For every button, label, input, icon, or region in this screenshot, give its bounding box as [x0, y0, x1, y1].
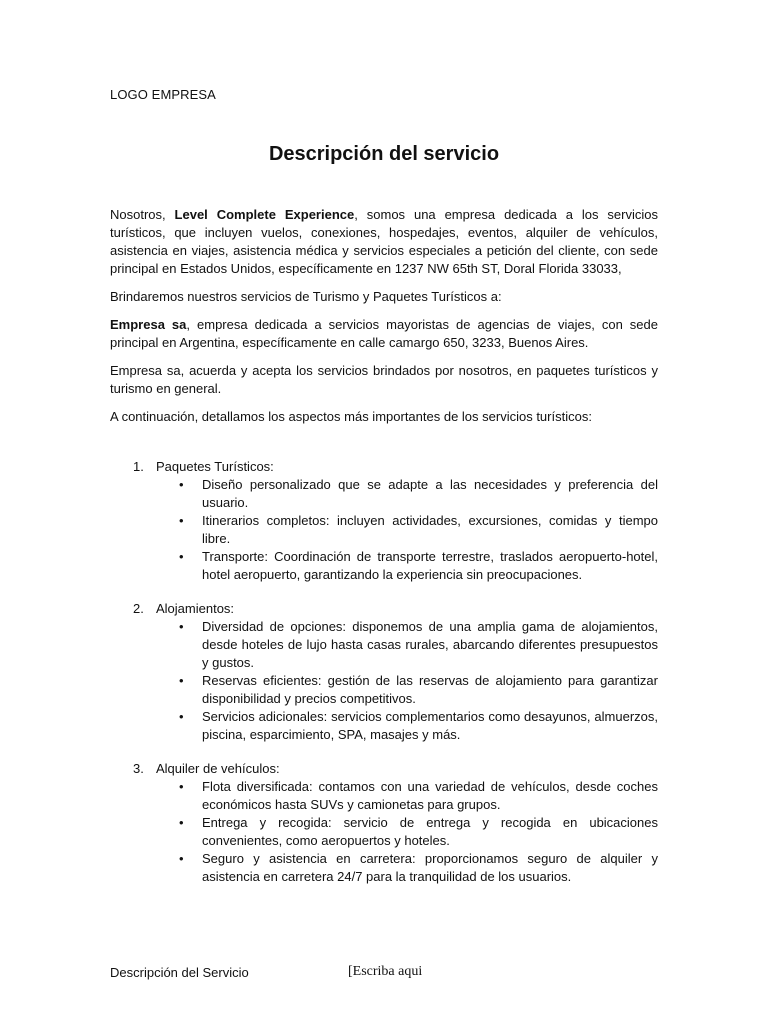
company-name: Level Complete Experience	[174, 207, 355, 222]
bullet-list	[110, 618, 658, 744]
section-alojamientos	[110, 600, 658, 744]
list-item	[110, 512, 658, 548]
list-item-text: Servicios adicionales: servicios complementarios como desayunos, almuerzos, piscina, esparcimiento, SPA, masajes y más.	[202, 709, 658, 742]
list-item	[110, 618, 658, 672]
intro-section	[110, 206, 658, 436]
list-item-text: Seguro y asistencia en carretera: proporcionamos seguro de alquiler y asistencia en carretera 24/7 para la tranquilidad de los usuarios.	[202, 851, 658, 884]
section-title: Alquiler de vehículos:	[156, 761, 280, 776]
services-list	[110, 458, 658, 902]
footer-document-title: Descripción del Servicio	[110, 965, 249, 980]
agreement-paragraph: Empresa sa, acuerda y acepta los servicios brindados por nosotros, en paquetes turísticos y turismo en general.	[110, 363, 658, 396]
list-item	[110, 476, 658, 512]
list-item-text: Transporte: Coordinación de transporte terrestre, traslados aeropuerto-hotel, hotel aeropuerto, garantizando la experiencia sin preocupaciones.	[202, 549, 658, 582]
bullet-icon: •	[179, 851, 184, 866]
section-title: Paquetes Turísticos:	[156, 459, 274, 474]
intro-prefix: Nosotros,	[110, 207, 175, 222]
list-item	[110, 850, 658, 886]
section-title: Alojamientos:	[156, 601, 235, 616]
section-number: 3.	[133, 761, 144, 776]
bullet-icon: •	[179, 779, 184, 794]
bullet-icon: •	[179, 513, 184, 528]
intro-text: , somos una empresa dedicada a los servicios turísticos, que incluyen vuelos, conexiones, hospedajes, eventos, alquiler de vehículos, asistencia en viajes, asistencia médica y servicios especiales a petición del cliente, con sede principal en Estados Unidos, específicamente en 1237 NW 65th ST, Doral Florida 33033,	[110, 207, 658, 276]
footer-placeholder-field[interactable]: [Escriba aqui	[348, 964, 423, 979]
client-name: Empresa sa	[110, 317, 187, 332]
bullet-list	[110, 476, 658, 584]
section-paquetes	[110, 458, 658, 584]
list-item	[110, 814, 658, 850]
section-heading	[110, 760, 658, 778]
page-title: Descripción del servicio	[268, 143, 500, 165]
bullet-icon: •	[179, 815, 184, 830]
list-item-text: Flota diversificada: contamos con una variedad de vehículos, desde coches económicos hasta SUVs y camionetas para grupos.	[202, 779, 658, 812]
intro-paragraph	[110, 206, 658, 278]
list-item-text: Entrega y recogida: servicio de entrega y recogida en ubicaciones convenientes, como aeropuertos y hoteles.	[202, 815, 658, 848]
section-number: 1.	[133, 459, 144, 474]
section-heading	[110, 600, 658, 618]
bullet-icon: •	[179, 709, 184, 724]
list-item	[110, 672, 658, 708]
section-alquiler	[110, 760, 658, 886]
bullet-icon: •	[179, 549, 184, 564]
section-heading	[110, 458, 658, 476]
bullet-icon: •	[179, 673, 184, 688]
bullet-icon: •	[179, 619, 184, 634]
client-text: , empresa dedicada a servicios mayoristas de agencias de viajes, con sede principal en Argentina, específicamente en calle camargo 650, 3233, Buenos Aires.	[110, 317, 658, 350]
bullet-icon: •	[179, 477, 184, 492]
list-item-text: Diseño personalizado que se adapte a las necesidades y preferencia del usuario.	[202, 477, 658, 510]
details-intro-paragraph: A continuación, detallamos los aspectos más importantes de los servicios turísticos:	[110, 409, 592, 424]
list-item-text: Itinerarios completos: incluyen actividades, excursiones, comidas y tiempo libre.	[202, 513, 658, 546]
list-item	[110, 778, 658, 814]
company-logo-placeholder: LOGO EMPRESA	[110, 87, 216, 102]
list-item-text: Reservas eficientes: gestión de las reservas de alojamiento para garantizar disponibilidad y precios competitivos.	[202, 673, 658, 706]
section-number: 2.	[133, 601, 144, 616]
list-item	[110, 548, 658, 584]
list-item-text: Diversidad de opciones: disponemos de una amplia gama de alojamientos, desde hoteles de lujo hasta casas rurales, abarcando diferentes presupuestos y gustos.	[202, 619, 658, 670]
bullet-list	[110, 778, 658, 886]
client-paragraph	[110, 316, 658, 352]
list-item	[110, 708, 658, 744]
services-to-paragraph: Brindaremos nuestros servicios de Turismo y Paquetes Turísticos a:	[110, 289, 502, 304]
